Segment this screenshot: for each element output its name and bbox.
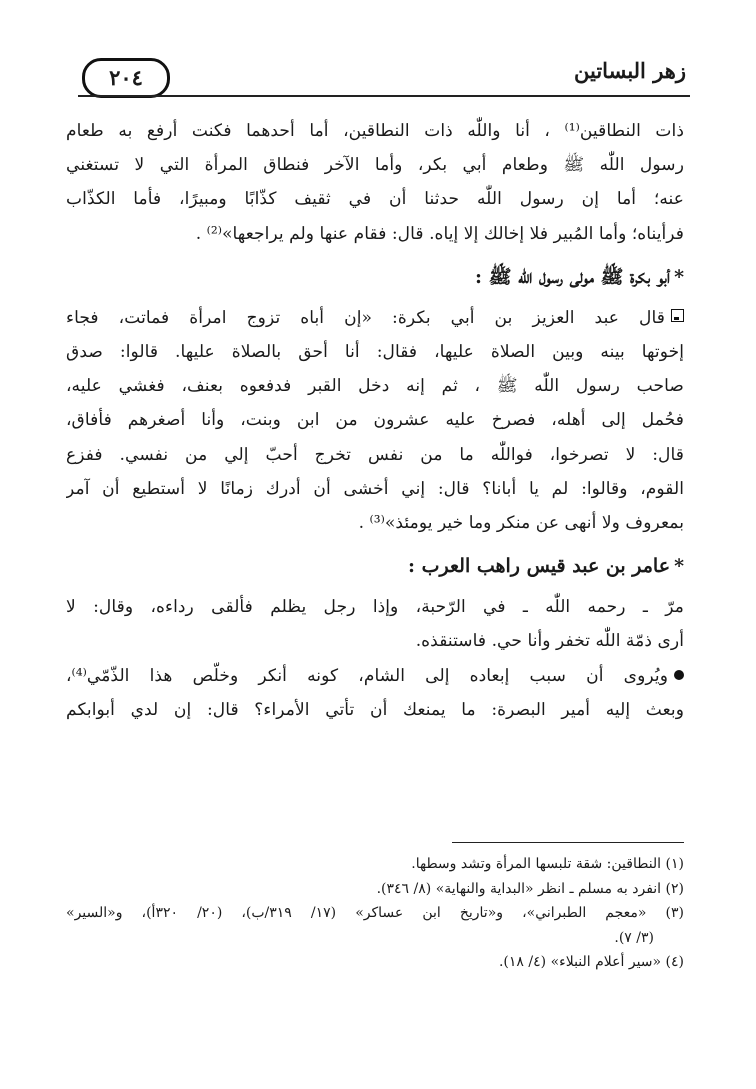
text-line: مرّ ـ رحمه اللّٰه ـ في الرّحبة، وإذا رجل يظلم فألقى رداءه، وقال: لا: [66, 597, 684, 618]
intro-paragraph: [66, 114, 684, 251]
heading-text: عامر بن عبد قيس راهب العرب :: [408, 555, 671, 578]
text-line: صاحب رسول اللّٰه ﷺ ، ثم إنه دخل القبر فدفعوه بعنف، فغشي عليه،: [66, 376, 684, 397]
header-divider: [78, 95, 690, 97]
text-line: أرى ذمّة اللّٰه تخفر وأنا حي. فاستنقذه.: [415, 631, 684, 652]
page-number: ٢٠٤: [82, 58, 170, 98]
amir-paragraph: [66, 590, 684, 658]
footnotes: [66, 852, 684, 975]
text-line: ويُروى أن سبب إبعاده إلى الشام، كونه أنكر وخلّص هذا الذّمّي⁽⁴⁾،: [66, 659, 684, 693]
footnote-3: (٣) «معجم الطبراني»، و«تاريخ ابن عساكر» (١٧/ ٣١٩/ب)، (٢٠/ ٣٢٠أ)، و«السير»: [66, 905, 684, 921]
footnote-1: (١) النطاقين: شقة تلبسها المرأة وتشد وسطها.: [411, 856, 684, 872]
running-title: زهر البساتين: [574, 58, 686, 83]
text-line: قال عبد العزيز بن أبي بكرة: «إن أباه تزوج امرأة فماتت، فجاء: [66, 301, 684, 335]
amir-bullet-paragraph: [66, 659, 684, 727]
main-text: [66, 114, 684, 727]
text-line: عنه؛ أما إن رسول اللّٰه حدثنا أن في ثقيف كذّابًا ومبيرًا، فأما الكذّاب: [66, 189, 684, 210]
text-line: فرأيناه؛ وأما المُبير فلا إخالك إلا إياه. قال: فقام عنها ولم يراجعها»⁽²⁾ .: [195, 223, 684, 244]
text-line: فحُمل إلى أهله، فصرخ عليه عشرون من ابن وبنت، وأنا أصغرهم فأفاق،: [66, 410, 684, 431]
square-bullet-icon: [671, 309, 684, 322]
footnote-3-continued: (٣/ ٧).: [614, 929, 654, 946]
asterisk-icon: *: [674, 555, 684, 578]
heading-text: أبو بكرة ﷺ مولى رسول اللّٰه ﷺ :: [474, 265, 671, 288]
footnote-2: (٢) انفرد به مسلم ـ انظر «البداية والنهاية» (٨/ ٣٤٦).: [376, 880, 684, 897]
footnote-divider: [452, 842, 684, 843]
bullet-icon: [674, 670, 684, 680]
abu-bakra-paragraph: [66, 301, 684, 540]
text-line: قال: لا تصرخوا، فواللّٰه ما من نفس تخرج أحبّ إلي من نفسي. ففزع: [66, 444, 684, 465]
text-line: القوم، وقالوا: لم يا أبانا؟ قال: إني أخشى أن أدرك زمانًا لا أستطيع أن آمر: [66, 478, 684, 499]
text-line: رسول اللّٰه ﷺ وطعام أبي بكر، وأما الآخر فنطاق المرأة التي لا تستغني: [66, 155, 684, 176]
footnote-4: (٤) «سير أعلام النبلاء» (٤/ ١٨).: [498, 954, 684, 970]
asterisk-icon: *: [674, 265, 684, 288]
text-line: إخوتها بينه وبين الصلاة عليها، فقال: أنا أحق بالصلاة عليها. قالوا: صدق: [66, 342, 684, 363]
text-line: ذات النطاقين⁽¹⁾ ، أنا واللّٰه ذات النطاقين، أما أحدهما فكنت أرفع به طعام: [66, 121, 684, 141]
section-heading-amir: [66, 548, 684, 584]
section-heading-abu-bakra: [66, 259, 684, 295]
text-line: بمعروف ولا أنهى عن منكر وما خير يومئذ»⁽³⁾ .: [358, 513, 684, 534]
text-line: وبعث إليه أمير البصرة: ما يمنعك أن تأتي الأمراء؟ قال: إن لدي أبوابكم: [66, 699, 684, 720]
